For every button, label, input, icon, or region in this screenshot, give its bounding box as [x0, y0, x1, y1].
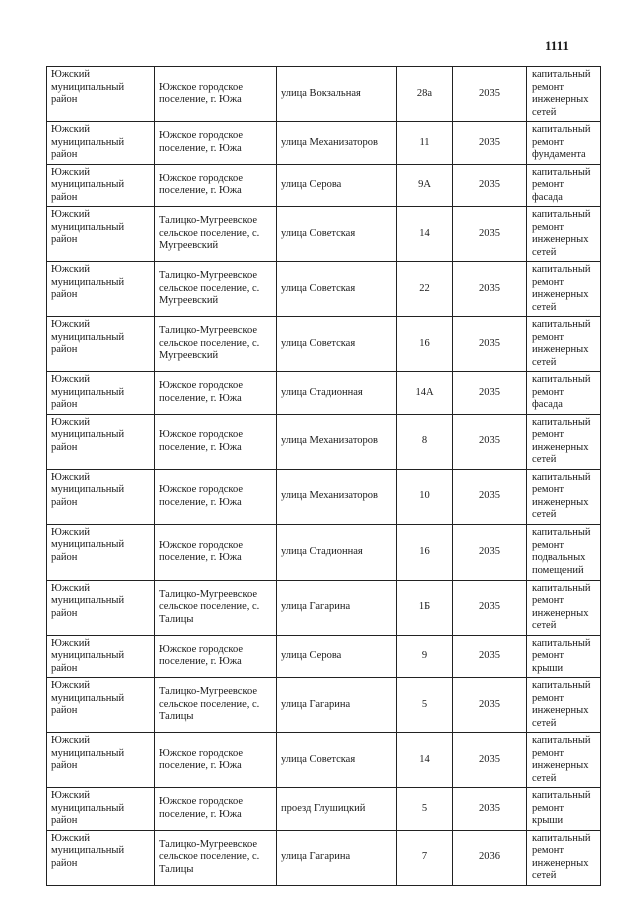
table-row [47, 469, 601, 524]
table-row [47, 678, 601, 733]
house-cell: 9 [397, 635, 453, 678]
settlement-cell: Южское городское поселение, г. Южа [155, 469, 277, 524]
table-row [47, 524, 601, 580]
table-row [47, 733, 601, 788]
work-type-cell: капитальный ремонт инженерных сетей [527, 207, 601, 262]
settlement-cell: Южское городское поселение, г. Южа [155, 372, 277, 415]
work-type-cell: капитальный ремонт подвальных помещений [527, 524, 601, 580]
street-cell: улица Советская [277, 733, 397, 788]
street-cell: улица Механизаторов [277, 414, 397, 469]
year-cell: 2035 [453, 788, 527, 831]
settlement-cell: Талицко-Мугреевское сельское поселение, с. Талицы [155, 678, 277, 733]
year-cell: 2035 [453, 580, 527, 635]
street-cell: улица Гагарина [277, 678, 397, 733]
street-cell: улица Советская [277, 317, 397, 372]
settlement-cell: Южское городское поселение, г. Южа [155, 733, 277, 788]
settlement-cell: Южское городское поселение, г. Южа [155, 67, 277, 122]
settlement-cell: Южское городское поселение, г. Южа [155, 164, 277, 207]
settlement-cell: Талицко-Мугреевское сельское поселение, с. Талицы [155, 830, 277, 885]
work-type-cell: капитальный ремонт инженерных сетей [527, 317, 601, 372]
year-cell: 2035 [453, 372, 527, 415]
year-cell: 2035 [453, 524, 527, 580]
settlement-cell: Талицко-Мугреевское сельское поселение, с. Мугреевский [155, 317, 277, 372]
house-cell: 7 [397, 830, 453, 885]
district-cell: Южский муниципальный район [47, 469, 155, 524]
year-cell: 2035 [453, 67, 527, 122]
district-cell: Южский муниципальный район [47, 372, 155, 415]
house-cell: 5 [397, 788, 453, 831]
settlement-cell: Южское городское поселение, г. Южа [155, 524, 277, 580]
house-cell: 14 [397, 207, 453, 262]
house-cell: 28а [397, 67, 453, 122]
work-type-cell: капитальный ремонт инженерных сетей [527, 414, 601, 469]
house-cell: 8 [397, 414, 453, 469]
work-type-cell: капитальный ремонт фундамента [527, 122, 601, 165]
district-cell: Южский муниципальный район [47, 67, 155, 122]
house-cell: 22 [397, 262, 453, 317]
street-cell: улица Стадионная [277, 524, 397, 580]
house-cell: 1Б [397, 580, 453, 635]
year-cell: 2036 [453, 830, 527, 885]
house-cell: 14 [397, 733, 453, 788]
table-row [47, 207, 601, 262]
year-cell: 2035 [453, 469, 527, 524]
street-cell: улица Гагарина [277, 830, 397, 885]
work-type-cell: капитальный ремонт инженерных сетей [527, 678, 601, 733]
year-cell: 2035 [453, 317, 527, 372]
street-cell: улица Гагарина [277, 580, 397, 635]
house-cell: 14А [397, 372, 453, 415]
work-type-cell: капитальный ремонт инженерных сетей [527, 733, 601, 788]
settlement-cell: Южское городское поселение, г. Южа [155, 635, 277, 678]
settlement-cell: Южское городское поселение, г. Южа [155, 788, 277, 831]
district-cell: Южский муниципальный район [47, 122, 155, 165]
settlement-cell: Талицко-Мугреевское сельское поселение, с. Мугреевский [155, 207, 277, 262]
year-cell: 2035 [453, 122, 527, 165]
work-type-cell: капитальный ремонт инженерных сетей [527, 830, 601, 885]
street-cell: проезд Глушицкий [277, 788, 397, 831]
district-cell: Южский муниципальный район [47, 262, 155, 317]
table-row [47, 164, 601, 207]
repair-schedule-table [46, 66, 601, 886]
district-cell: Южский муниципальный район [47, 524, 155, 580]
table-row [47, 830, 601, 885]
district-cell: Южский муниципальный район [47, 733, 155, 788]
table-row [47, 317, 601, 372]
table-row [47, 414, 601, 469]
settlement-cell: Южское городское поселение, г. Южа [155, 414, 277, 469]
year-cell: 2035 [453, 733, 527, 788]
work-type-cell: капитальный ремонт крыши [527, 635, 601, 678]
district-cell: Южский муниципальный район [47, 635, 155, 678]
settlement-cell: Талицко-Мугреевское сельское поселение, с. Мугреевский [155, 262, 277, 317]
street-cell: улица Советская [277, 207, 397, 262]
table-row [47, 372, 601, 415]
district-cell: Южский муниципальный район [47, 788, 155, 831]
year-cell: 2035 [453, 678, 527, 733]
year-cell: 2035 [453, 635, 527, 678]
district-cell: Южский муниципальный район [47, 580, 155, 635]
street-cell: улица Механизаторов [277, 469, 397, 524]
work-type-cell: капитальный ремонт инженерных сетей [527, 469, 601, 524]
district-cell: Южский муниципальный район [47, 317, 155, 372]
table-row [47, 788, 601, 831]
work-type-cell: капитальный ремонт инженерных сетей [527, 262, 601, 317]
table-row [47, 580, 601, 635]
street-cell: улица Стадионная [277, 372, 397, 415]
year-cell: 2035 [453, 262, 527, 317]
table-body [47, 67, 601, 886]
year-cell: 2035 [453, 164, 527, 207]
work-type-cell: капитальный ремонт инженерных сетей [527, 67, 601, 122]
district-cell: Южский муниципальный район [47, 414, 155, 469]
work-type-cell: капитальный ремонт фасада [527, 372, 601, 415]
table-row [47, 635, 601, 678]
house-cell: 5 [397, 678, 453, 733]
work-type-cell: капитальный ремонт инженерных сетей [527, 580, 601, 635]
house-cell: 11 [397, 122, 453, 165]
house-cell: 10 [397, 469, 453, 524]
work-type-cell: капитальный ремонт фасада [527, 164, 601, 207]
table-row [47, 122, 601, 165]
house-cell: 16 [397, 524, 453, 580]
settlement-cell: Талицко-Мугреевское сельское поселение, с. Талицы [155, 580, 277, 635]
district-cell: Южский муниципальный район [47, 207, 155, 262]
table-row [47, 262, 601, 317]
street-cell: улица Серова [277, 164, 397, 207]
district-cell: Южский муниципальный район [47, 830, 155, 885]
street-cell: улица Механизаторов [277, 122, 397, 165]
street-cell: улица Серова [277, 635, 397, 678]
settlement-cell: Южское городское поселение, г. Южа [155, 122, 277, 165]
house-cell: 9А [397, 164, 453, 207]
street-cell: улица Вокзальная [277, 67, 397, 122]
year-cell: 2035 [453, 207, 527, 262]
work-type-cell: капитальный ремонт крыши [527, 788, 601, 831]
district-cell: Южский муниципальный район [47, 678, 155, 733]
table-row [47, 67, 601, 122]
page-number: 1111 [545, 38, 569, 53]
district-cell: Южский муниципальный район [47, 164, 155, 207]
year-cell: 2035 [453, 414, 527, 469]
house-cell: 16 [397, 317, 453, 372]
street-cell: улица Советская [277, 262, 397, 317]
